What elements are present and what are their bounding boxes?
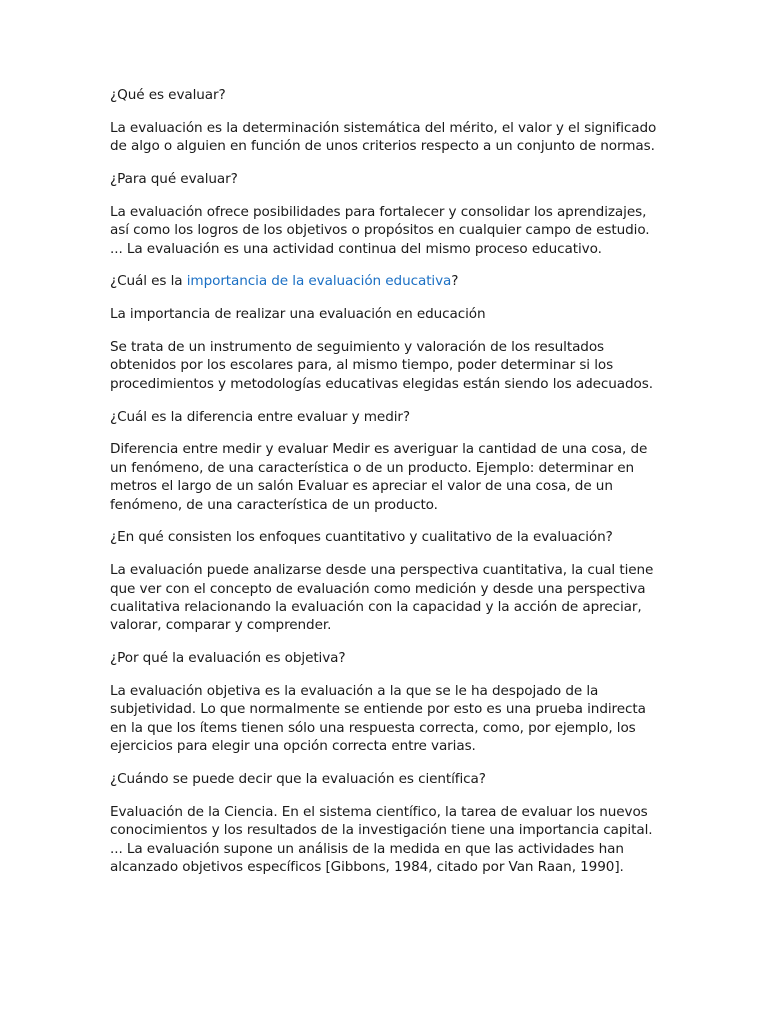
answer-what-is-evaluate: La evaluación es la determinación sistemática del mérito, el valor y el significado de algo o alguien en función de unos criterios respecto a un conjunto de normas. [110,119,657,155]
question-objective: ¿Por qué la evaluación es objetiva? [110,650,346,667]
answer-importance: Se trata de un instrumento de seguimiento y valoración de los resultados obtenidos por los escolares para, al mismo tiempo, poder determinar si los procedimientos y metodologías educativas elegidas están siendo los adecuados. [110,339,653,392]
question-scientific: ¿Cuándo se puede decir que la evaluación es científica? [110,771,486,788]
question-importance [110,272,662,290]
answer-difference: Diferencia entre medir y evaluar Medir es averiguar la cantidad de una cosa, de un fenómeno, de una característica o de un producto. Ejemplo: determinar en metros el largo de un salón Evaluar es apreciar el valor de una cosa, de un fenómeno, de una característica de un producto. [110,441,648,513]
question-importance-suffix: ? [451,273,459,290]
question-importance-prefix: ¿Cuál es la [110,273,187,290]
question-why-evaluate: ¿Para qué evaluar? [110,171,238,187]
question-approaches: ¿En qué consisten los enfoques cuantitativo y cualitativo de la evaluación? [110,529,613,546]
answer-objective: La evaluación objetiva es la evaluación a la que se le ha despojado de la subjetividad. Lo que normalmente se entiende por esto es una prueba indirecta en la que los ítems tienen sólo una respuesta correcta, como, por ejemplo, los ejercicios para elegir una opción correcta entre varias. [110,683,646,755]
importance-subtitle: La importancia de realizar una evaluación en educación [110,306,486,323]
answer-why-evaluate: La evaluación ofrece posibilidades para fortalecer y consolidar los aprendizajes, así como los logros de los objetivos o propósitos en cualquier campo de estudio. ... La evaluación es una actividad continua del mismo proceso educativo. [110,203,650,257]
answer-approaches: La evaluación puede analizarse desde una perspectiva cuantitativa, la cual tiene que ver con el concepto de evaluación como medición y desde una perspectiva cualitativa relacionando la evaluación con la capacidad y la acción de apreciar, valorar, comparar y comprender. [110,562,654,634]
question-difference: ¿Cuál es la diferencia entre evaluar y medir? [110,408,411,425]
question-what-is-evaluate: ¿Qué es evaluar? [110,87,226,103]
importance-link[interactable]: importancia de la evaluación educativa [186,273,452,290]
answer-scientific: Evaluación de la Ciencia. En el sistema científico, la tarea de evaluar los nuevos conocimientos y los resultados de la investigación tiene una importancia capital. ... La evaluación supone un análisis de la medida en que las actividades han alcanzado objetivos específicos [Gibbons, 1984, citado por Van Raan, 1990]. [110,803,653,876]
document-page [110,86,662,891]
